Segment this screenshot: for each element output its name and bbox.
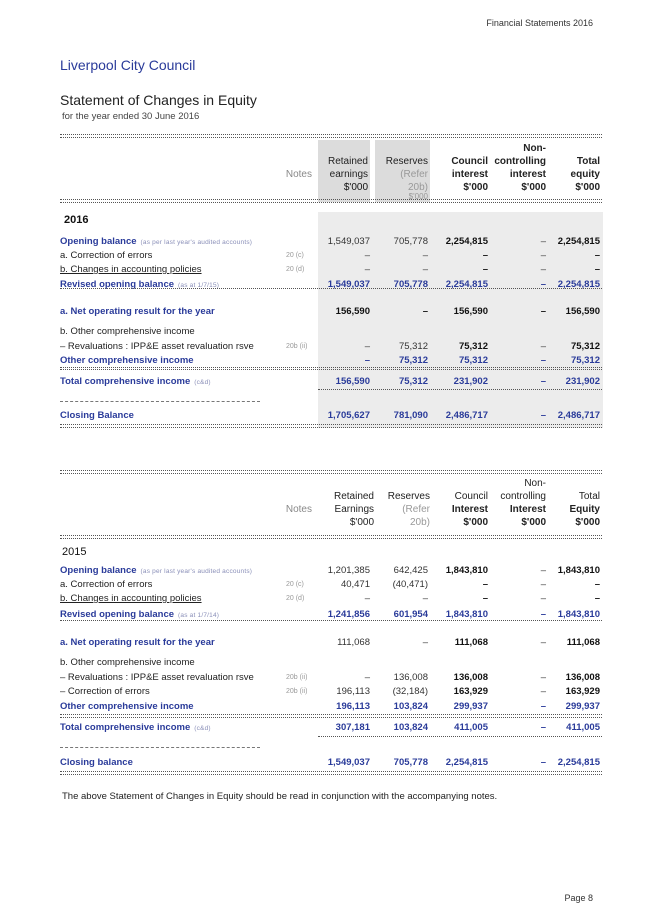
note-reference: 20b (ii) xyxy=(286,343,308,350)
cell-value: – xyxy=(594,593,600,604)
row-label xyxy=(60,757,133,768)
cell-value: 1,843,810 xyxy=(445,609,488,620)
col-header-reserves-2015: Reserves (Refer 20b) xyxy=(387,491,430,528)
cell-value: 601,954 xyxy=(393,609,428,620)
row-label xyxy=(60,376,211,387)
cell-value: 1,549,037 xyxy=(327,279,370,290)
cell-value: 299,937 xyxy=(453,701,488,712)
row-label xyxy=(60,609,219,620)
header-bottom-rule xyxy=(60,199,602,200)
table-top-rule xyxy=(60,134,602,135)
cell-value: 75,312 xyxy=(398,355,428,366)
cell-value: 75,312 xyxy=(458,341,488,352)
rule xyxy=(60,470,602,471)
page-subtitle: for the year ended 30 June 2016 xyxy=(62,111,200,122)
rule xyxy=(60,473,602,474)
rule xyxy=(60,774,602,775)
table-row xyxy=(0,341,653,355)
row-label-text: Opening balance xyxy=(60,236,137,247)
note-reference: 20b (ii) xyxy=(286,674,308,681)
cell-value: 411,005 xyxy=(454,722,488,733)
row-label xyxy=(60,722,211,733)
table-row xyxy=(0,672,653,686)
cell-value: 1,201,385 xyxy=(327,565,370,576)
cell-value: – xyxy=(422,637,428,648)
cell-value: 307,181 xyxy=(335,722,370,733)
rule xyxy=(60,369,602,370)
cell-value: – xyxy=(540,376,546,387)
cell-value: – xyxy=(422,250,428,261)
cell-value: – xyxy=(594,579,600,590)
page-title: Statement of Changes in Equity xyxy=(60,92,257,108)
cell-value: 2,486,717 xyxy=(557,410,600,421)
cell-value: – xyxy=(540,757,546,768)
cell-value: 299,937 xyxy=(565,701,600,712)
row-label xyxy=(60,264,202,275)
table-row xyxy=(0,686,653,700)
row-label xyxy=(60,410,134,421)
cell-value: 231,902 xyxy=(453,376,488,387)
cell-value: 111,068 xyxy=(337,637,370,648)
page-number: Page 8 xyxy=(564,893,593,903)
cell-value: – xyxy=(364,593,370,604)
cell-value: – xyxy=(422,306,428,317)
row-label-text: b. Other comprehensive income xyxy=(60,657,195,668)
cell-value: – xyxy=(540,722,546,733)
cell-value: – xyxy=(540,410,546,421)
row-label-text: – Revaluations : IPP&E asset revaluation rsve xyxy=(60,672,254,683)
table-row xyxy=(0,565,653,579)
table-row xyxy=(0,236,653,250)
cell-value: – xyxy=(540,701,546,712)
col-header-notes-2015: Notes xyxy=(285,504,312,515)
cell-value: 705,778 xyxy=(393,279,428,290)
col-header-council: Council interest $'000 xyxy=(451,156,488,193)
rule xyxy=(60,714,602,715)
table-row xyxy=(0,264,653,278)
row-label-text: a. Net operating result for the year xyxy=(60,637,215,648)
row-label xyxy=(60,250,152,261)
cell-value: – xyxy=(540,264,546,275)
cell-value: – xyxy=(364,672,370,683)
organisation-name: Liverpool City Council xyxy=(60,57,196,73)
cell-value: 196,113 xyxy=(336,701,370,712)
cell-value: 111,068 xyxy=(566,637,600,648)
col-header-notes: Notes xyxy=(285,169,312,180)
cell-value: 103,824 xyxy=(393,722,428,733)
row-label xyxy=(60,326,195,337)
cell-value: – xyxy=(594,264,600,275)
row-label-text: Other comprehensive income xyxy=(60,355,194,366)
cell-value: 156,590 xyxy=(453,306,488,317)
rule xyxy=(60,427,602,428)
cell-value: 1,843,810 xyxy=(557,565,600,576)
row-label xyxy=(60,657,195,668)
row-label xyxy=(60,593,202,604)
row-label-text: Revised opening balance xyxy=(60,279,175,290)
cell-value: 75,312 xyxy=(398,376,428,387)
col-header-total: Total equity $'000 xyxy=(570,156,600,193)
row-label-text: Opening balance xyxy=(60,565,137,576)
col-header-noncontrolling: Non- controlling interest $'000 xyxy=(494,143,546,193)
col-header-total-2015: Total Equity $'000 xyxy=(569,491,600,528)
cell-value: 103,824 xyxy=(393,701,428,712)
cell-value: 1,705,627 xyxy=(327,410,370,421)
cell-value: – xyxy=(540,593,546,604)
cell-value: – xyxy=(540,672,546,683)
cell-value: 231,902 xyxy=(565,376,600,387)
rule xyxy=(60,717,602,718)
row-label-text: b. Changes in accounting policies xyxy=(60,593,202,604)
table-row xyxy=(0,250,653,264)
row-label-text: Revised opening balance xyxy=(60,609,175,620)
cell-value: – xyxy=(594,250,600,261)
row-label-text: Other comprehensive income xyxy=(60,701,194,712)
rule xyxy=(60,424,602,425)
cell-value: 1,843,810 xyxy=(445,565,488,576)
row-label xyxy=(60,306,215,317)
cell-value: 2,254,815 xyxy=(557,236,600,247)
cell-value: – xyxy=(364,264,370,275)
table-row xyxy=(0,593,653,607)
col-header-retained-2015: Retained Earnings $'000 xyxy=(333,491,374,528)
row-label-text: – Correction of errors xyxy=(60,686,150,697)
cell-value: (32,184) xyxy=(392,686,428,697)
cell-value: 1,549,037 xyxy=(327,757,370,768)
row-label-qualifier: (as per last year's audited accounts) xyxy=(140,568,253,575)
table-row xyxy=(0,279,653,293)
cell-value: 163,929 xyxy=(453,686,488,697)
table-row xyxy=(0,701,653,715)
rule xyxy=(60,538,602,539)
document-header: Financial Statements 2016 xyxy=(486,18,593,28)
table-row xyxy=(0,722,653,736)
cell-value: 411,005 xyxy=(566,722,600,733)
cell-value: – xyxy=(540,355,546,366)
cell-value: 136,008 xyxy=(453,672,488,683)
cell-value: – xyxy=(482,250,488,261)
cell-value: 2,254,815 xyxy=(557,757,600,768)
cell-value: – xyxy=(422,593,428,604)
cell-value: 2,254,815 xyxy=(557,279,600,290)
table-top-rule xyxy=(60,137,602,138)
cell-value: 642,425 xyxy=(393,565,428,576)
cell-value: – xyxy=(540,609,546,620)
cell-value: – xyxy=(540,236,546,247)
cell-value: – xyxy=(364,341,370,352)
row-label xyxy=(60,355,194,366)
rule xyxy=(60,288,602,289)
cell-value: 2,486,717 xyxy=(445,410,488,421)
cell-value: 163,929 xyxy=(565,686,600,697)
cell-value: 781,090 xyxy=(393,410,428,421)
cell-value: – xyxy=(540,306,546,317)
table-row xyxy=(0,757,653,771)
row-label-qualifier: (as per last year's audited accounts) xyxy=(140,239,253,246)
rule xyxy=(60,401,260,402)
cell-value: 136,008 xyxy=(565,672,600,683)
table-row xyxy=(0,579,653,593)
cell-value: 705,778 xyxy=(393,236,428,247)
row-label xyxy=(60,341,254,352)
cell-value: – xyxy=(540,579,546,590)
cell-value: – xyxy=(422,264,428,275)
row-label xyxy=(60,565,252,576)
row-label-qualifier: (c&d) xyxy=(194,379,211,386)
row-label-qualifier: (c&d) xyxy=(194,725,211,732)
cell-value: – xyxy=(540,250,546,261)
row-label xyxy=(60,672,254,683)
row-label xyxy=(60,236,252,247)
row-label xyxy=(60,579,152,590)
cell-value: 75,312 xyxy=(570,341,600,352)
cell-value: 1,241,856 xyxy=(327,609,370,620)
row-label-text: – Revaluations : IPP&E asset revaluation rsve xyxy=(60,341,254,352)
cell-value: 196,113 xyxy=(336,686,370,697)
footnote: The above Statement of Changes in Equity should be read in conjunction with the accompanying notes. xyxy=(62,791,498,802)
row-label xyxy=(60,701,194,712)
col-header-retained: Retained earnings $'000 xyxy=(327,156,368,193)
cell-value: 1,549,037 xyxy=(327,236,370,247)
year-label-2015: 2015 xyxy=(62,546,87,558)
cell-value: – xyxy=(482,593,488,604)
cell-value: 75,312 xyxy=(458,355,488,366)
cell-value: – xyxy=(540,565,546,576)
row-label-text: b. Other comprehensive income xyxy=(60,326,195,337)
col-header-council-2015: Council Interest $'000 xyxy=(451,491,488,528)
rule xyxy=(318,736,602,737)
table-row xyxy=(0,306,653,320)
cell-value: – xyxy=(482,264,488,275)
cell-value: – xyxy=(482,579,488,590)
cell-value: 2,254,815 xyxy=(445,279,488,290)
rule xyxy=(60,367,602,368)
row-label xyxy=(60,637,215,648)
cell-value: 40,471 xyxy=(340,579,370,590)
note-reference: 20 (c) xyxy=(286,252,304,259)
cell-value: – xyxy=(364,355,370,366)
table-row xyxy=(0,326,653,340)
cell-value: – xyxy=(540,637,546,648)
note-reference: 20 (d) xyxy=(286,595,305,602)
header-bottom-rule xyxy=(60,202,602,203)
table-row xyxy=(0,410,653,424)
cell-value: 111,068 xyxy=(454,637,488,648)
table-row xyxy=(0,637,653,651)
rule xyxy=(60,535,602,536)
cell-value: – xyxy=(540,341,546,352)
cell-value: 136,008 xyxy=(393,672,428,683)
col-header-noncontrolling-2015: Non- controlling Interest $'000 xyxy=(500,478,546,528)
row-label-qualifier: (as at 1/7/14) xyxy=(178,612,220,619)
row-label-text: Total comprehensive income xyxy=(60,376,191,387)
row-label-text: a. Net operating result for the year xyxy=(60,306,215,317)
table-row xyxy=(0,376,653,390)
row-label-text: Closing Balance xyxy=(60,410,134,421)
row-label-text: Closing balance xyxy=(60,757,133,768)
col-header-reserves: Reserves (Refer 20b) $'000 xyxy=(385,156,428,201)
row-label-text: a. Correction of errors xyxy=(60,579,153,590)
row-label-qualifier: (as at 1/7/15) xyxy=(178,282,220,289)
row-label-text: b. Changes in accounting policies xyxy=(60,264,202,275)
rule xyxy=(318,389,602,390)
note-reference: 20b (ii) xyxy=(286,688,308,695)
cell-value: – xyxy=(540,686,546,697)
cell-value: 1,843,810 xyxy=(557,609,600,620)
cell-value: 156,590 xyxy=(335,306,370,317)
cell-value: 705,778 xyxy=(393,757,428,768)
year-label-2016: 2016 xyxy=(64,214,89,226)
cell-value: 75,312 xyxy=(570,355,600,366)
note-reference: 20 (c) xyxy=(286,581,304,588)
cell-value: 156,590 xyxy=(335,376,370,387)
table-row xyxy=(0,657,653,671)
cell-value: 156,590 xyxy=(565,306,600,317)
cell-value: 2,254,815 xyxy=(445,757,488,768)
row-label-text: a. Correction of errors xyxy=(60,250,153,261)
row-label-text: Total comprehensive income xyxy=(60,722,191,733)
rule xyxy=(60,771,602,772)
note-reference: 20 (d) xyxy=(286,266,305,273)
cell-value: 75,312 xyxy=(398,341,428,352)
row-label xyxy=(60,686,150,697)
cell-value: – xyxy=(540,279,546,290)
cell-value: 2,254,815 xyxy=(445,236,488,247)
cell-value: (40,471) xyxy=(392,579,428,590)
rule xyxy=(60,747,260,748)
rule xyxy=(60,620,602,621)
cell-value: – xyxy=(364,250,370,261)
